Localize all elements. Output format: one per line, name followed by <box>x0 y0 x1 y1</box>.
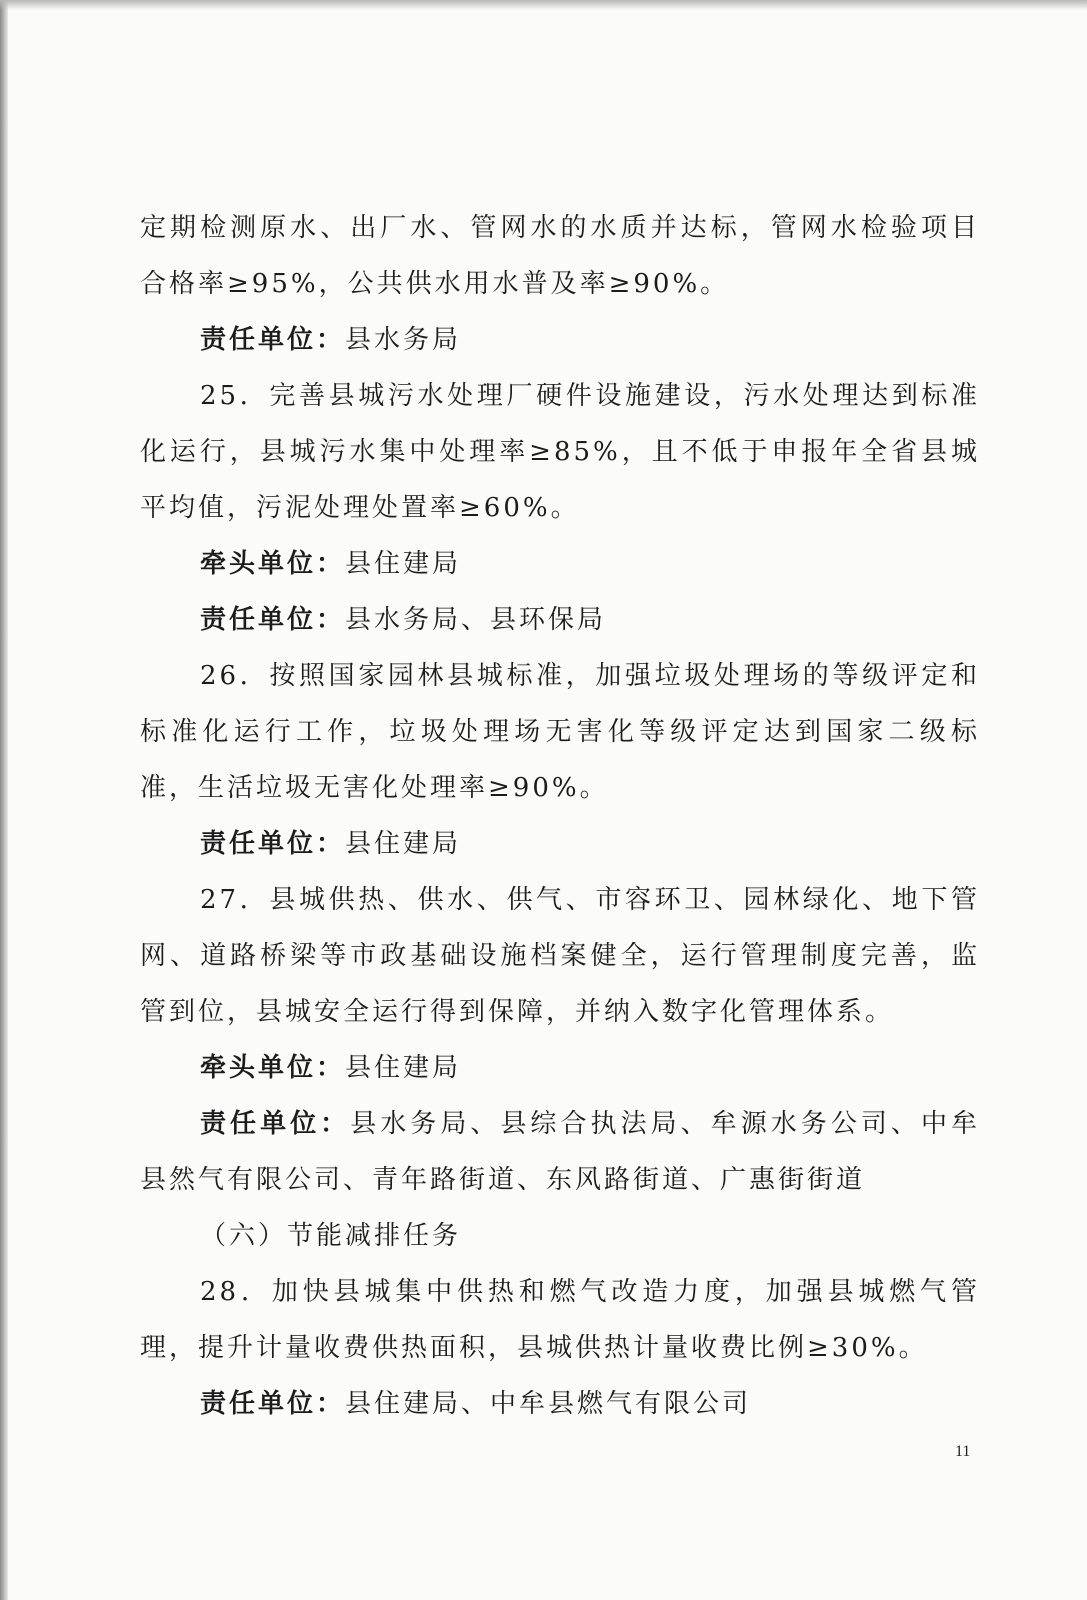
responsible-unit-value: 县水务局、县环保局 <box>345 605 607 635</box>
scan-left-edge <box>0 0 8 1600</box>
lead-unit-label: 牵头单位： <box>200 1053 346 1083</box>
lead-unit-line <box>140 536 980 592</box>
paragraph-item-27: 27．县城供热、供水、供气、市容环卫、园林绿化、地下管网、道路桥梁等市政基础设施档案健全，运行管理制度完善，监管到位，县城安全运行得到保障，并纳入数字化管理体系。 <box>140 885 980 1027</box>
responsible-unit-value: 县水务局 <box>345 325 462 355</box>
document-body <box>140 200 980 1432</box>
responsible-unit-label: 责任单位： <box>200 605 346 635</box>
responsible-unit-line <box>140 1096 980 1208</box>
lead-unit-value: 县住建局 <box>345 1053 462 1083</box>
responsible-unit-label: 责任单位： <box>200 325 346 355</box>
responsible-unit-label: 责任单位： <box>200 829 346 859</box>
scan-top-edge <box>0 0 1087 10</box>
responsible-unit-line <box>140 592 980 648</box>
responsible-unit-line <box>140 816 980 872</box>
paragraph-water-quality: 定期检测原水、出厂水、管网水的水质并达标，管网水检验项目合格率≥95%，公共供水用水普及率≥90%。 <box>140 213 980 299</box>
paragraph-item-26: 26．按照国家园林县城标准，加强垃圾处理场的等级评定和标准化运行工作，垃圾处理场无害化等级评定达到国家二级标准，生活垃圾无害化处理率≥90%。 <box>140 661 980 803</box>
responsible-unit-value: 县水务局、县综合执法局、牟源水务公司、中牟县然气有限公司、青年路街道、东风路街道、广惠街街道 <box>140 1109 980 1195</box>
responsible-unit-line <box>140 1376 980 1432</box>
responsible-unit-value: 县住建局、中牟县燃气有限公司 <box>345 1389 752 1419</box>
lead-unit-line <box>140 1040 980 1096</box>
paragraph-item-28: 28．加快县城集中供热和燃气改造力度，加强县城燃气管理，提升计量收费供热面积，县城供热计量收费比例≥30%。 <box>140 1277 980 1363</box>
responsible-unit-line <box>140 312 980 368</box>
page-number: 11 <box>955 1443 971 1460</box>
paragraph-item-25: 25．完善县城污水处理厂硬件设施建设，污水处理达到标准化运行，县城污水集中处理率≥85%，且不低于申报年全省县城平均值，污泥处理处置率≥60%。 <box>140 381 980 523</box>
responsible-unit-value: 县住建局 <box>345 829 462 859</box>
section-heading-energy-saving: （六）节能减排任务 <box>200 1221 462 1251</box>
responsible-unit-label: 责任单位： <box>200 1109 351 1139</box>
responsible-unit-label: 责任单位： <box>200 1389 346 1419</box>
lead-unit-label: 牵头单位： <box>200 549 346 579</box>
lead-unit-value: 县住建局 <box>345 549 462 579</box>
